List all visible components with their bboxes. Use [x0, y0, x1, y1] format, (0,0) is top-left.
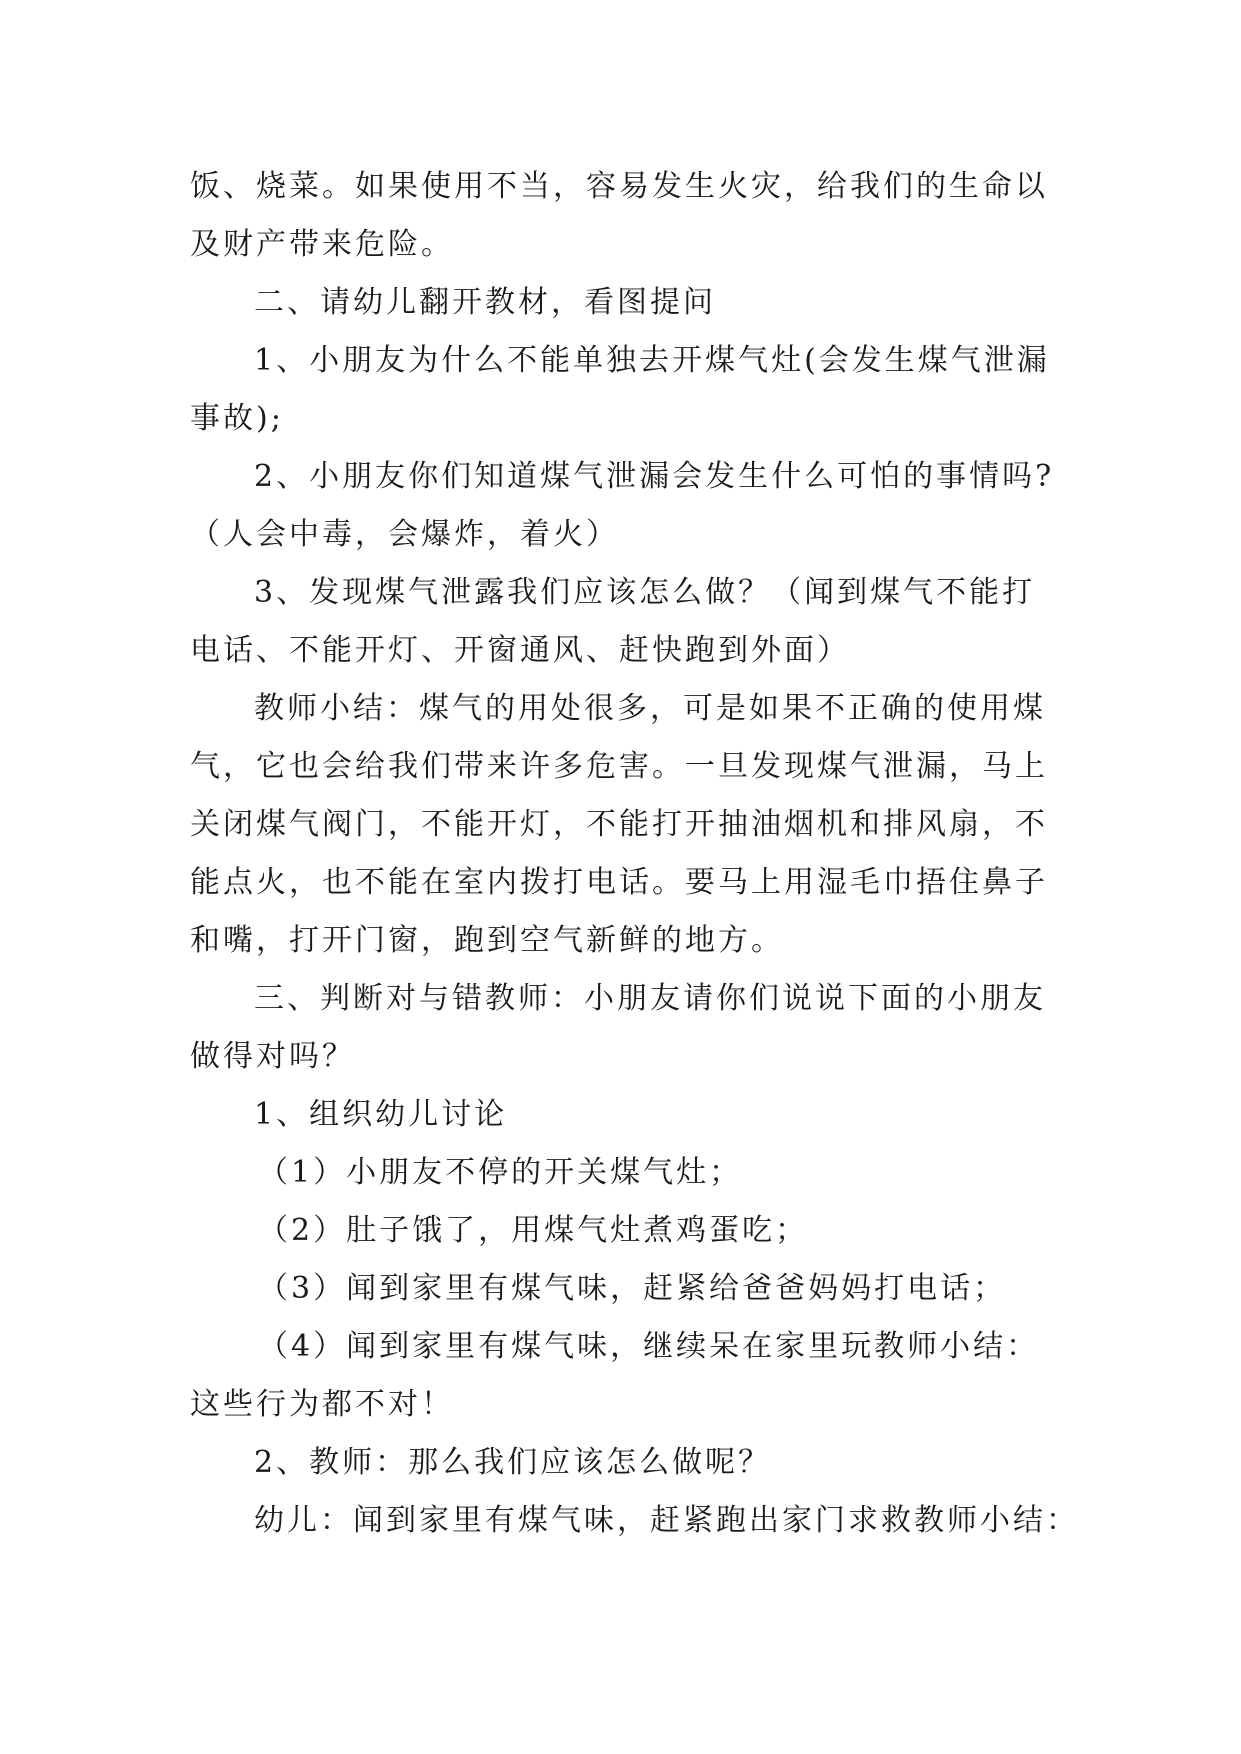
discussion-heading: 1、组织幼儿讨论 — [254, 1097, 508, 1132]
question-2: 2、小朋友你们知道煤气泄漏会发生什么可怕的事情吗? — [254, 459, 1055, 494]
document-body — [190, 158, 1079, 1550]
question-1: 1、小朋友为什么不能单独去开煤气灶(会发生煤气泄漏 — [254, 343, 1050, 378]
teacher-summary-1-cont-d: 和嘴，打开门窗，跑到空气新鲜的地方。 — [190, 923, 784, 958]
question-3-cont: 电话、不能开灯、开窗通风、赶快跑到外面） — [190, 633, 850, 668]
text-line-1: 饭、烧菜。如果使用不当，容易发生火灾，给我们的生命以 — [190, 169, 1048, 204]
teacher-summary-1-cont-a: 气，它也会给我们带来许多危害。一旦发现煤气泄漏，马上 — [190, 749, 1048, 784]
discussion-item-3: （3）闻到家里有煤气味，赶紧给爸爸妈妈打电话； — [258, 1271, 1007, 1306]
teacher-summary-1-cont-b: 关闭煤气阀门，不能开灯，不能打开抽油烟机和排风扇，不 — [190, 807, 1048, 842]
discussion-item-4: （4）闻到家里有煤气味，继续呆在家里玩教师小结： — [258, 1329, 1040, 1364]
section-heading-2: 二、请幼儿翻开教材，看图提问 — [254, 285, 716, 320]
child-answer: 幼儿：闻到家里有煤气味，赶紧跑出家门求救教师小结： — [254, 1503, 1079, 1538]
question-1-cont: 事故); — [190, 401, 284, 436]
question-2-cont: （人会中毒，会爆炸，着火） — [190, 517, 619, 552]
discussion-item-4-cont: 这些行为都不对！ — [190, 1387, 454, 1422]
teacher-question: 2、教师：那么我们应该怎么做呢？ — [254, 1445, 772, 1480]
discussion-item-1: （1）小朋友不停的开关煤气灶； — [258, 1155, 743, 1190]
section-heading-3-cont: 做得对吗？ — [190, 1039, 355, 1074]
teacher-summary-1-cont-c: 能点火，也不能在室内拨打电话。要马上用湿毛巾捂住鼻子 — [190, 865, 1048, 900]
discussion-item-2: （2）肚子饿了，用煤气灶煮鸡蛋吃； — [258, 1213, 809, 1248]
section-heading-3: 三、判断对与错教师：小朋友请你们说说下面的小朋友 — [254, 981, 1046, 1016]
question-3: 3、发现煤气泄露我们应该怎么做？（闻到煤气不能打 — [254, 575, 1036, 610]
teacher-summary-1: 教师小结：煤气的用处很多，可是如果不正确的使用煤 — [254, 691, 1046, 726]
text-line-2: 及财产带来危险。 — [190, 227, 454, 262]
